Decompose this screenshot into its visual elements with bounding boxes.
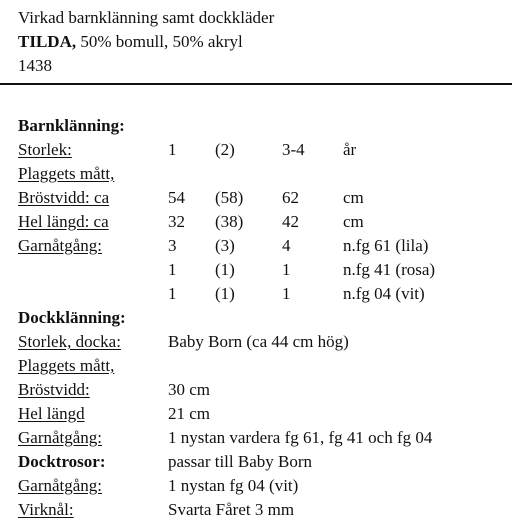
row-value: 1 nystan vardera fg 61, fg 41 och fg 04 bbox=[168, 428, 433, 447]
row-unit: n.fg 61 (lila) bbox=[343, 236, 429, 255]
row-label: Hel längd: ca bbox=[18, 212, 109, 231]
row-label: Bröstvidd: bbox=[18, 380, 90, 399]
table-row bbox=[18, 402, 508, 426]
row-label: Plaggets mått, bbox=[18, 164, 115, 183]
row-label: Virknål: bbox=[18, 500, 74, 519]
row-label: Garnåtgång: bbox=[18, 236, 103, 255]
row-value: Baby Born (ca 44 cm hög) bbox=[168, 332, 349, 351]
row-unit: år bbox=[343, 140, 357, 159]
size-value-1: 3 bbox=[168, 236, 177, 255]
table-row bbox=[18, 378, 508, 402]
size-value-3: 1 bbox=[282, 260, 291, 279]
size-value-1: 32 bbox=[168, 212, 185, 231]
table-row bbox=[18, 330, 508, 354]
row-unit: n.fg 41 (rosa) bbox=[343, 260, 436, 279]
section-heading bbox=[18, 114, 508, 138]
yarn-description: 50% bomull, 50% akryl bbox=[76, 32, 243, 51]
row-label: Storlek: bbox=[18, 140, 72, 159]
table-row bbox=[18, 186, 508, 210]
table-row bbox=[18, 282, 508, 306]
size-value-2: (38) bbox=[215, 212, 244, 231]
size-value-1: 1 bbox=[168, 260, 177, 279]
size-value-3: 4 bbox=[282, 236, 291, 255]
size-value-3: 62 bbox=[282, 188, 299, 207]
document-header bbox=[18, 6, 498, 78]
size-value-2: (2) bbox=[215, 140, 235, 159]
row-value: 30 cm bbox=[168, 380, 211, 399]
size-value-2: (3) bbox=[215, 236, 235, 255]
doll-pants-heading: Docktrosor: bbox=[18, 452, 106, 471]
size-value-1: 1 bbox=[168, 140, 177, 159]
table-row bbox=[18, 426, 508, 450]
table-row bbox=[18, 258, 508, 282]
doll-dress-section bbox=[18, 306, 508, 522]
row-label: Hel längd bbox=[18, 404, 85, 423]
row-value: 21 cm bbox=[168, 404, 211, 423]
size-value-3: 42 bbox=[282, 212, 299, 231]
table-row bbox=[18, 210, 508, 234]
table-row bbox=[18, 450, 508, 474]
size-value-1: 1 bbox=[168, 284, 177, 303]
size-value-2: (1) bbox=[215, 284, 235, 303]
table-row bbox=[18, 234, 508, 258]
size-value-1: 54 bbox=[168, 188, 185, 207]
row-value: Svarta Fåret 3 mm bbox=[168, 500, 295, 519]
yarn-name: TILDA, bbox=[18, 32, 77, 51]
doll-dress-heading: Dockklänning: bbox=[18, 308, 126, 327]
row-unit: cm bbox=[343, 188, 364, 207]
table-row bbox=[18, 162, 508, 186]
row-label: Garnåtgång: bbox=[18, 476, 103, 495]
pattern-code: 1438 bbox=[18, 56, 52, 75]
child-dress-section bbox=[18, 114, 508, 306]
row-label: Plaggets mått, bbox=[18, 356, 115, 375]
document-title: Virkad barnklänning samt dockkläder bbox=[18, 8, 275, 27]
row-value: passar till Baby Born bbox=[168, 452, 313, 471]
table-row bbox=[18, 498, 508, 522]
row-label: Storlek, docka: bbox=[18, 332, 121, 351]
row-unit: cm bbox=[343, 212, 364, 231]
size-value-3: 1 bbox=[282, 284, 291, 303]
size-value-3: 3-4 bbox=[282, 140, 305, 159]
row-unit: n.fg 04 (vit) bbox=[343, 284, 425, 303]
child-dress-heading: Barnklänning: bbox=[18, 116, 125, 135]
yarn-line bbox=[18, 30, 498, 54]
section-heading bbox=[18, 306, 508, 330]
table-row bbox=[18, 354, 508, 378]
table-row bbox=[18, 138, 508, 162]
size-value-2: (1) bbox=[215, 260, 235, 279]
header-divider bbox=[0, 83, 512, 85]
row-label: Bröstvidd: ca bbox=[18, 188, 110, 207]
row-value: 1 nystan fg 04 (vit) bbox=[168, 476, 299, 495]
table-row bbox=[18, 474, 508, 498]
size-value-2: (58) bbox=[215, 188, 244, 207]
row-label: Garnåtgång: bbox=[18, 428, 103, 447]
